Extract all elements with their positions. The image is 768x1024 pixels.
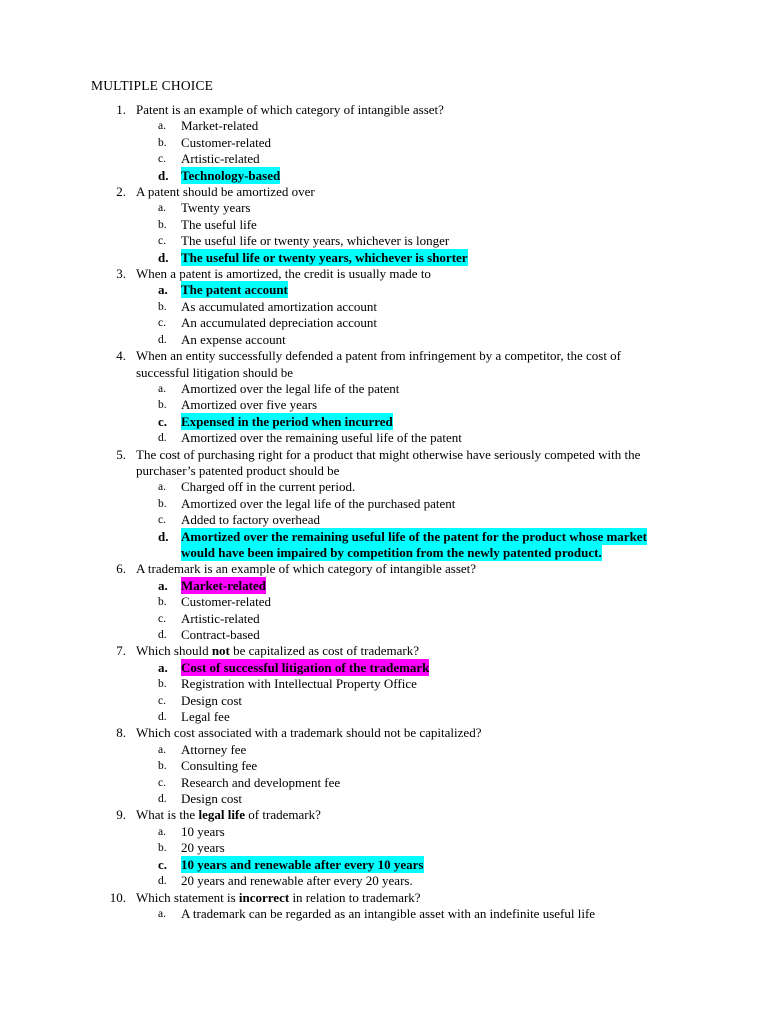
- answer-option: [0, 430, 768, 446]
- option-letter: b.: [158, 497, 167, 510]
- option-text: Attorney fee: [181, 741, 247, 757]
- question-text-segment: When a patent is amortized, the credit is usually made to: [136, 266, 431, 282]
- answer-option: [0, 758, 768, 774]
- option-letter: b.: [158, 300, 167, 313]
- option-text: Consulting fee: [181, 758, 258, 774]
- option-list: [0, 200, 768, 266]
- option-text: Design cost: [181, 791, 243, 807]
- highlighted-answer-text: The patent account: [181, 282, 288, 298]
- answer-option: [0, 611, 768, 627]
- question-list: [0, 102, 768, 922]
- option-list: [0, 282, 768, 348]
- question-text-segment: Which statement is: [136, 889, 239, 905]
- option-letter: c.: [158, 235, 166, 248]
- question-number: 8.: [116, 725, 126, 741]
- option-letter: a.: [158, 120, 166, 133]
- question-item: [0, 807, 768, 889]
- question-text-emphasis: not: [211, 643, 230, 659]
- answer-option: [0, 381, 768, 397]
- question-item: [0, 725, 768, 807]
- question-item: [0, 348, 768, 446]
- answer-option-correct: [0, 168, 768, 184]
- answer-option: [0, 840, 768, 856]
- option-letter: d.: [158, 629, 167, 641]
- option-letter: a.: [158, 907, 166, 920]
- option-letter: b.: [158, 760, 167, 773]
- question-text: [136, 447, 671, 480]
- answer-option-correct: [0, 578, 768, 594]
- question-text: [136, 561, 671, 577]
- answer-option: [0, 742, 768, 758]
- question-text-segment: Which cost associated with a trademark should not be capitalized?: [136, 725, 482, 741]
- option-letter: b.: [158, 399, 167, 412]
- option-list: [0, 118, 768, 184]
- option-letter: a.: [158, 825, 166, 838]
- option-text: 20 years: [181, 840, 225, 856]
- section-heading: MULTIPLE CHOICE: [91, 78, 214, 93]
- question-text-emphasis: incorrect: [238, 889, 290, 905]
- option-letter: a.: [158, 481, 166, 494]
- question-text-segment: in relation to trademark?: [289, 889, 421, 905]
- option-text: An accumulated depreciation account: [181, 315, 377, 331]
- highlighted-answer-text: Expensed in the period when incurred: [181, 413, 393, 429]
- answer-option: [0, 151, 768, 167]
- answer-option-correct: [0, 414, 768, 430]
- answer-option: [0, 233, 768, 249]
- option-text: Contract-based: [181, 627, 260, 642]
- question-text: [136, 890, 671, 906]
- question-text-segment: The cost of purchasing right for a product that might otherwise have seriously competed with the purchaser’s patented product should be: [136, 446, 641, 478]
- question-number: 2.: [116, 184, 126, 200]
- option-text: Amortized over the legal life of the purchased patent: [181, 495, 456, 511]
- question-text-segment: Patent is an example of which category of intangible asset?: [136, 102, 444, 117]
- option-letter: c.: [158, 317, 166, 330]
- option-text: An expense account: [181, 331, 286, 347]
- option-letter: c.: [158, 856, 168, 872]
- highlighted-answer-text: Cost of successful litigation of the trademark: [181, 659, 430, 675]
- option-letter: b.: [158, 136, 167, 149]
- highlighted-answer-text: Market-related: [181, 577, 266, 593]
- answer-option: [0, 397, 768, 413]
- option-letter: c.: [158, 514, 166, 527]
- question-text: [136, 184, 671, 200]
- question-text: [136, 102, 671, 118]
- question-text-segment: of trademark?: [245, 807, 321, 823]
- answer-option: [0, 627, 768, 643]
- option-letter: d.: [158, 875, 167, 888]
- answer-option-correct: [0, 250, 768, 266]
- question-item: [0, 561, 768, 643]
- option-text: The useful life: [181, 216, 257, 232]
- question-number: 1.: [116, 102, 126, 117]
- question-text: [136, 348, 671, 381]
- option-list: [0, 479, 768, 561]
- option-letter: a.: [158, 202, 166, 215]
- option-text: Design cost: [181, 692, 243, 708]
- answer-option: [0, 315, 768, 331]
- question-number: 3.: [116, 266, 126, 282]
- highlighted-answer-text: Amortized over the remaining useful life of the patent for the product whose market would have been impaired by competition from the newly patented product.: [181, 528, 647, 560]
- answer-option: [0, 512, 768, 528]
- answer-option: [0, 906, 768, 922]
- option-text: Market-related: [181, 118, 259, 134]
- question-item: [0, 890, 768, 923]
- option-letter: a.: [158, 659, 168, 675]
- question-number: 9.: [116, 807, 126, 823]
- question-text: [136, 266, 671, 282]
- option-text: Artistic-related: [181, 151, 260, 167]
- answer-option: [0, 299, 768, 315]
- question-text-segment: Which should: [136, 643, 212, 659]
- question-item: [0, 102, 768, 184]
- option-list: [0, 660, 768, 726]
- option-letter: c.: [158, 776, 166, 789]
- option-list: [0, 381, 768, 447]
- answer-option: [0, 873, 768, 889]
- question-text: [136, 643, 671, 659]
- answer-option: [0, 479, 768, 495]
- answer-option-correct: [0, 857, 768, 873]
- question-text-segment: A trademark is an example of which category of intangible asset?: [136, 561, 477, 577]
- answer-option: [0, 709, 768, 725]
- option-list: [0, 824, 768, 890]
- option-list: [0, 906, 768, 922]
- option-letter: b.: [158, 678, 167, 691]
- answer-option: [0, 824, 768, 840]
- answer-option: [0, 200, 768, 216]
- option-letter: c.: [158, 413, 168, 429]
- answer-option-correct: [0, 282, 768, 298]
- question-number: 4.: [116, 348, 126, 364]
- option-text: 20 years and renewable after every 20 years.: [181, 873, 413, 889]
- option-text: Research and development fee: [181, 774, 341, 790]
- answer-option: [0, 693, 768, 709]
- option-text: Legal fee: [181, 709, 230, 725]
- option-text: A trademark can be regarded as an intangible asset with an indefinite useful life: [181, 905, 596, 921]
- option-letter: d.: [158, 432, 167, 445]
- option-letter: d.: [158, 167, 169, 183]
- option-text: 10 years: [181, 823, 225, 839]
- answer-option: [0, 217, 768, 233]
- answer-option: [0, 775, 768, 791]
- question-item: [0, 266, 768, 348]
- answer-option-correct: [0, 529, 768, 562]
- option-letter: d.: [158, 249, 169, 265]
- question-text: [136, 725, 671, 741]
- question-text-segment: A patent should be amortized over: [136, 184, 315, 200]
- option-letter: a.: [158, 282, 168, 298]
- option-text: Twenty years: [181, 200, 251, 216]
- question-text-emphasis: legal life: [198, 807, 246, 823]
- option-letter: b.: [158, 218, 167, 231]
- question-item: [0, 184, 768, 266]
- answer-option: [0, 332, 768, 348]
- answer-option: [0, 791, 768, 807]
- option-text: Amortized over the remaining useful life of the patent: [181, 430, 462, 446]
- question-number: 10.: [109, 889, 126, 905]
- option-text: Charged off in the current period.: [181, 479, 356, 495]
- answer-option: [0, 496, 768, 512]
- option-letter: a.: [158, 743, 166, 756]
- option-text: The useful life or twenty years, whichever is longer: [181, 233, 450, 249]
- option-text: Registration with Intellectual Property Office: [181, 676, 417, 692]
- option-letter: c.: [158, 694, 166, 707]
- option-letter: c.: [158, 612, 166, 625]
- answer-option: [0, 594, 768, 610]
- option-text: As accumulated amortization account: [181, 298, 378, 314]
- answer-option-correct: [0, 660, 768, 676]
- question-text: [136, 807, 671, 823]
- option-text: Customer-related: [181, 594, 271, 610]
- option-text: Added to factory overhead: [181, 512, 320, 528]
- option-letter: d.: [158, 711, 167, 724]
- option-text: Customer-related: [181, 134, 271, 150]
- highlighted-answer-text: The useful life or twenty years, whichever is shorter: [181, 249, 468, 265]
- question-item: [0, 643, 768, 725]
- highlighted-answer-text: Technology-based: [181, 167, 281, 183]
- option-letter: d.: [158, 528, 169, 544]
- option-text: Amortized over the legal life of the patent: [181, 380, 400, 396]
- option-list: [0, 578, 768, 644]
- option-letter: b.: [158, 842, 167, 855]
- question-number: 5.: [116, 446, 126, 462]
- answer-option: [0, 118, 768, 134]
- option-letter: d.: [158, 333, 167, 346]
- question-text-segment: What is the: [136, 807, 199, 823]
- question-text-segment: When an entity successfully defended a patent from infringement by a competitor, the cost of successful litigation should be: [136, 348, 622, 380]
- answer-option: [0, 676, 768, 692]
- question-text-segment: be capitalized as cost of trademark?: [229, 643, 420, 659]
- option-text: Artistic-related: [181, 610, 260, 626]
- option-letter: c.: [158, 153, 166, 166]
- option-letter: a.: [158, 382, 166, 395]
- question-number: 7.: [116, 643, 126, 659]
- option-text: Amortized over five years: [181, 397, 318, 413]
- question-item: [0, 447, 768, 562]
- option-list: [0, 742, 768, 808]
- answer-option: [0, 135, 768, 151]
- option-letter: a.: [158, 577, 168, 593]
- option-letter: b.: [158, 596, 167, 609]
- question-number: 6.: [116, 561, 126, 577]
- highlighted-answer-text: 10 years and renewable after every 10 years: [181, 856, 424, 872]
- option-letter: d.: [158, 793, 167, 806]
